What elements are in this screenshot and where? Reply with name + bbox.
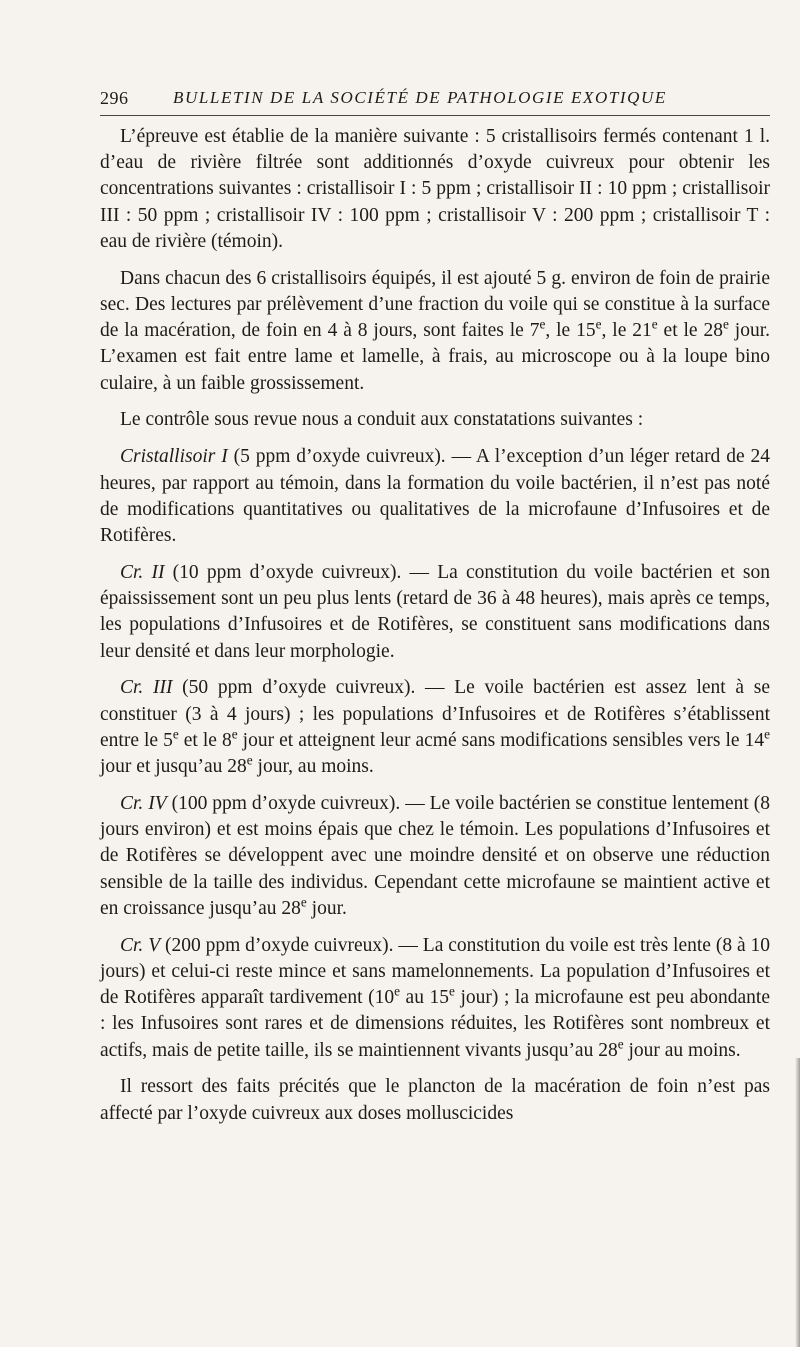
paragraph-lead: Cr. IV xyxy=(120,792,167,814)
paragraph-cristallisoir-i xyxy=(100,444,770,549)
superscript: e xyxy=(539,316,546,332)
running-title: BULLETIN DE LA SOCIÉTÉ DE PATHOLOGIE EXOTIQUE xyxy=(173,88,667,107)
paragraph-lead: Cr. III xyxy=(120,677,173,699)
paragraph-text: jour. L’examen est fait entre lame et lamelle, à frais, au microscope ou à la loupe bino culaire, à un faible grossissement. xyxy=(100,320,770,394)
page-header xyxy=(100,88,770,114)
paragraph-lead: Cr. V xyxy=(120,934,161,956)
paragraph-text: jour et jusqu’au 28 xyxy=(100,756,247,778)
paragraph-conclusion xyxy=(100,1074,770,1126)
paragraph-text: (100 ppm d’oxyde cuivreux). — Le voile bactérien se constitue lentement (8 jours environ) et est moins épais que chez le témoin. Les populations d’Infusoires et de Rotifères se développent avec une moindre densité et on observe une réduction sensible de la taille des individus. Cependant cette microfaune se maintient active et en croissance jusqu’au 28 xyxy=(100,792,771,919)
paragraph-text: (10 ppm d’oxyde cuivreux). — La constitution du voile bactérien et son épaississement sont un peu plus lents (retard de 36 à 48 heures), mais après ce temps, les populations d’Infusoires et de Rotifères, se constituent sans modifications dans leur densité et dans leur morphologie. xyxy=(100,561,771,662)
paragraph-text: , le 15 xyxy=(545,320,596,342)
page-number: 296 xyxy=(100,88,129,108)
paragraph-text: jour et atteignent leur acmé sans modifications sensibles vers le 14 xyxy=(237,729,765,751)
paragraph-text: Dans chacun des 6 cristallisoirs équipés, il est ajouté 5 g. environ de foin de prairie sec. Des lectures par prélèvement d’une fraction du voile qui se constitue à la surface de la macération, de foin en 4 à 8 jours, sont faites le 7 xyxy=(100,267,770,342)
header-rule xyxy=(100,115,770,116)
superscript: e xyxy=(764,726,770,742)
paragraph-findings-intro xyxy=(100,407,770,433)
paragraph-text: et le 8 xyxy=(178,729,232,751)
paragraph-text: , le 21 xyxy=(601,320,652,342)
paragraph-method xyxy=(100,266,770,397)
superscript: e xyxy=(394,983,400,999)
superscript: e xyxy=(231,726,238,742)
page-edge-shadow xyxy=(795,1058,800,1347)
superscript: e xyxy=(651,316,658,332)
paragraph-text: (5 ppm d’oxyde cuivreux). — A l’exception d’un léger retard de 24 heures, par rapport au témoin, dans la formation du voile bactérien, il n’est pas noté de modifications quantitatives ou qualitatives de la microfaune d’Infusoires et de Rotifères. xyxy=(100,446,770,546)
paragraph-text: au 15 xyxy=(399,987,450,1009)
superscript: e xyxy=(722,316,729,332)
paragraph-lead: Cristallisoir I xyxy=(120,446,228,468)
body-text xyxy=(100,124,770,1138)
paragraph-text: jour au moins. xyxy=(623,1039,741,1061)
superscript: e xyxy=(246,752,253,768)
paragraph-text: Il ressort des faits précités que le plancton de la macération de foin n’est pas affecté par l’oxyde cuivreux aux doses molluscicides xyxy=(100,1076,770,1124)
paragraph-text: et le 28 xyxy=(657,320,723,342)
paragraph-text: (50 ppm d’oxyde cuivreux). — Le voile bactérien est assez lent à se constituer (3 à 4 jours) ; les populations d’Infusoires et de Rotifères s’établissent entre le 5 xyxy=(100,677,770,751)
paragraph-lead: Cr. II xyxy=(120,561,165,583)
superscript: e xyxy=(449,983,455,999)
paragraph-procedure xyxy=(100,124,770,255)
paragraph-cristallisoir-iii xyxy=(100,675,770,780)
superscript: e xyxy=(595,316,602,332)
paragraph-text: (200 ppm d’oxyde cuivreux). — La constitution du voile est très lente (8 à 10 jours) et celui-ci reste mince et sans mamelonnements. La population d’Infusoires et de Rotifères apparaît tardivement (10 xyxy=(100,934,770,1009)
paragraph-text: jour) ; la microfaune est peu abondante : les Infusoires sont rares et de dimensions réduites, les Rotifères sont nombreux et actifs, mais de petite taille, ils se maintiennent vivants jusqu’au 28 xyxy=(100,987,771,1061)
paragraph-text: jour, au moins. xyxy=(252,756,374,778)
paragraph-cristallisoir-iv xyxy=(100,791,770,922)
paragraph-text: L’épreuve est établie de la manière suivante : 5 cristallisoirs fermés contenant 1 l. d’eau de rivière filtrée sont additionnés d’oxyde cuivreux pour obtenir les concentrations suivantes : cristallisoir I : 5 ppm ; cristallisoir II : 10 ppm ; cristallisoir III : 50 ppm ; cristallisoir IV : 100 ppm ; cristallisoir V : 200 ppm ; cristallisoir T : eau de rivière (témoin). xyxy=(100,126,770,252)
superscript: e xyxy=(172,726,179,742)
superscript: e xyxy=(300,894,307,910)
paragraph-text: Le contrôle sous revue nous a conduit aux constatations suivantes : xyxy=(120,409,644,431)
paragraph-text: jour. xyxy=(306,897,347,919)
paragraph-cristallisoir-ii xyxy=(100,560,770,665)
superscript: e xyxy=(617,1036,624,1052)
paragraph-cristallisoir-v xyxy=(100,933,770,1064)
